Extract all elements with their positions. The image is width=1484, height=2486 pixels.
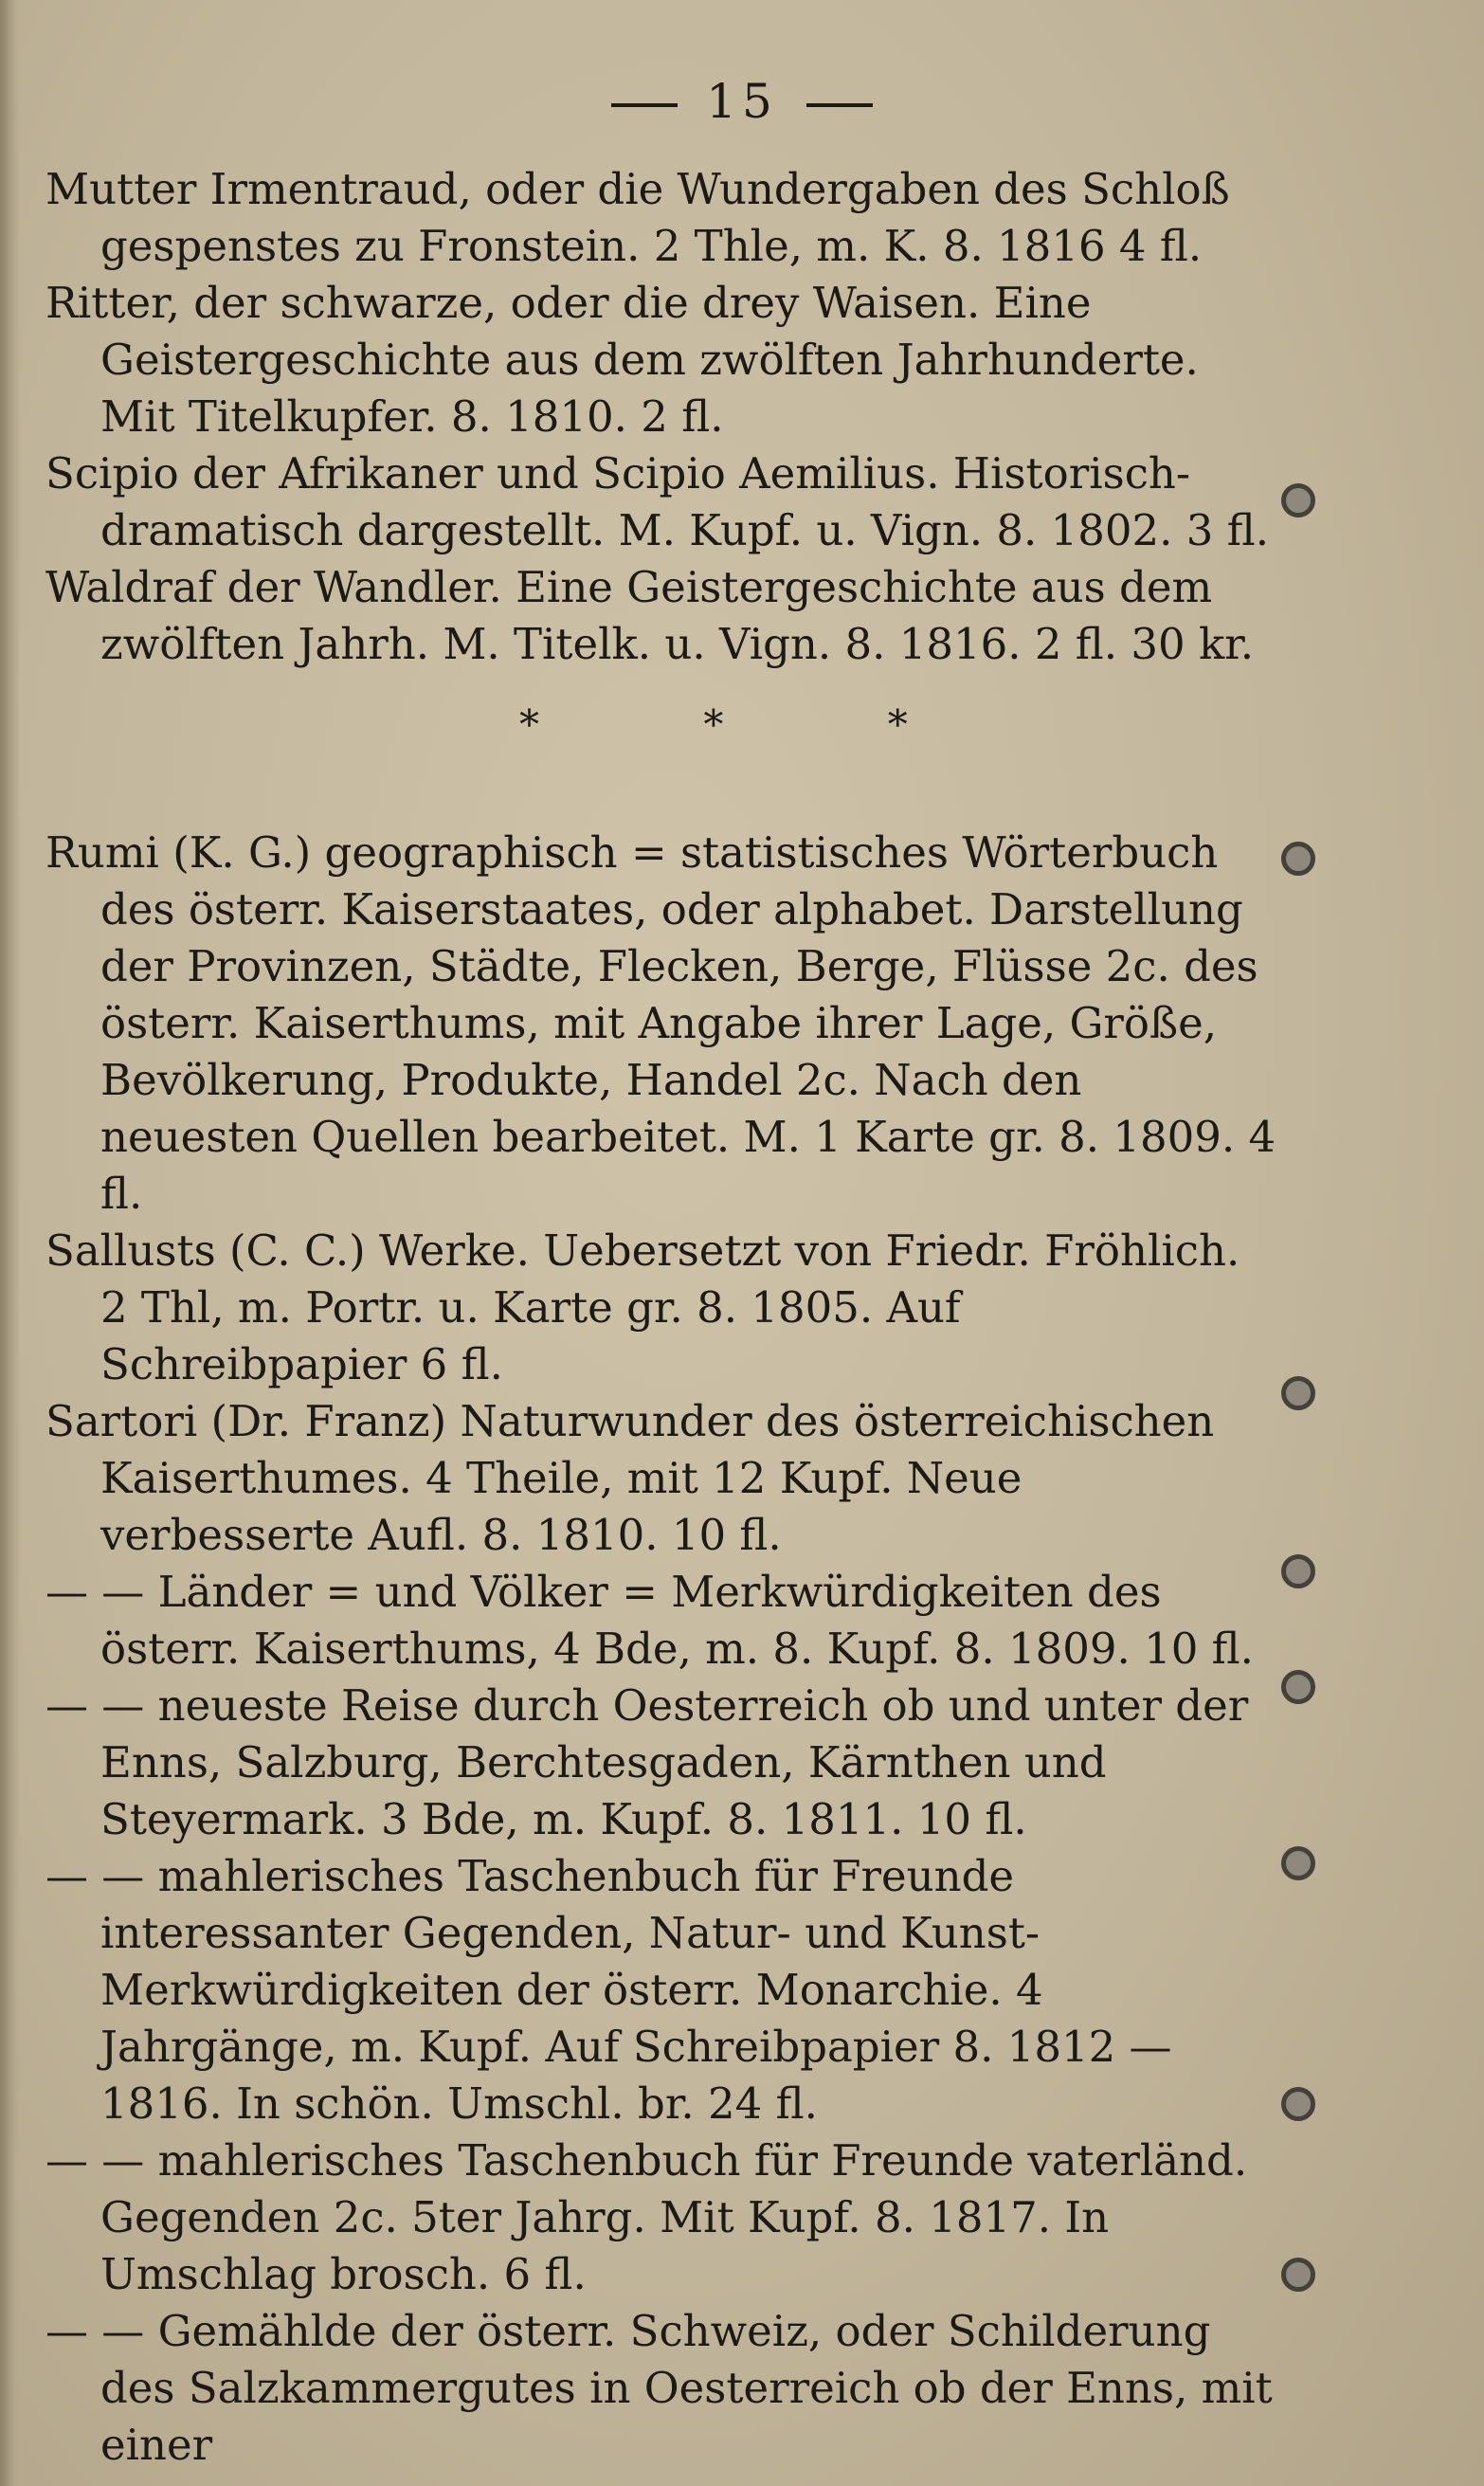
catalog-entry: — — Länder = und Völker = Merkwürdigkeiten des österr. Kaiserthums, 4 Bde, m. 8. Kupf. 8. 1809. 10 fl. <box>45 1567 1254 1674</box>
catalog-list <box>45 161 1277 2474</box>
catalog-entry: Waldraf der Wandler. Eine Geistergeschichte aus dem zwölften Jahrh. M. Titelk. u. Vign. 8. 1816. 2 fl. 30 kr. <box>45 562 1255 669</box>
catalog-entry: — — mahlerisches Taschenbuch für Freunde interessanter Gegenden, Natur- und Kunst-Merkwürdigkeiten der österr. Monarchie. 4 Jahrgänge, m. Kupf. Auf Schreibpapier 8. 1812 — 1816. In schön. Umschl. br. 24 fl. <box>45 1851 1172 2129</box>
catalog-entry: — — neueste Reise durch Oesterreich ob und unter der Enns, Salzburg, Berchtesgaden, Kärnthen und Steyermark. 3 Bde, m. Kupf. 8. 1811. 10 fl. <box>45 1680 1249 1844</box>
section-separator <box>45 673 1277 825</box>
margin-ring-mark <box>1281 2087 1315 2121</box>
margin-ring-mark <box>1281 1846 1315 1880</box>
catalog-entry: — — Gemählde der österr. Schweiz, oder Schilderung des Salzkammergutes in Oesterreich ob der Enns, mit einer <box>45 2306 1273 2470</box>
page-header <box>0 74 1484 129</box>
margin-ring-mark <box>1281 483 1315 517</box>
separator-stars: * * * <box>519 701 984 748</box>
margin-ring-mark <box>1281 1376 1315 1410</box>
margin-ring-mark <box>1281 2258 1315 2292</box>
catalog-entry: Scipio der Afrikaner und Scipio Aemilius. Historisch-dramatisch dargestellt. M. Kupf. u. Vign. 8. 1802. 3 fl. <box>45 448 1270 555</box>
page-number: 15 <box>706 74 778 129</box>
catalog-entry: Rumi (K. G.) geographisch = statistisches Wörterbuch des österr. Kaiserstaates, oder alphabet. Darstellung der Provinzen, Städte, Flecken, Berge, Flüsse 2c. des österr. Kaiserthums, mit Angabe ihrer Lage, Größe, Bevölkerung, Produkte, Handel 2c. Nach den neuesten Quellen bearbeitet. M. 1 Karte gr. 8. 1809. 4 fl. <box>45 827 1276 1219</box>
header-dash-left <box>611 103 678 107</box>
header-dash-right <box>806 103 873 107</box>
catalog-entry: Mutter Irmentraud, oder die Wundergaben des Schloß gespenstes zu Fronstein. 2 Thle, m. K. 8. 1816 4 fl. <box>45 164 1230 271</box>
catalog-entry: — — mahlerisches Taschenbuch für Freunde vaterländ. Gegenden 2c. 5ter Jahrg. Mit Kupf. 8. 1817. In Umschlag brosch. 6 fl. <box>45 2135 1248 2299</box>
catalog-entry: Sartori (Dr. Franz) Naturwunder des österreichischen Kaiserthumes. 4 Theile, mit 12 Kupf. Neue verbesserte Aufl. 8. 1810. 10 fl. <box>45 1396 1215 1560</box>
catalog-entry: Sallusts (C. C.) Werke. Uebersetzt von Friedr. Fröhlich. 2 Thl, m. Portr. u. Karte gr. 8. 1805. Auf Schreibpapier 6 fl. <box>45 1225 1240 1389</box>
margin-ring-mark <box>1281 1670 1315 1704</box>
margin-ring-mark <box>1281 842 1315 876</box>
page-edge <box>0 0 21 2486</box>
catalog-entry: Ritter, der schwarze, oder die drey Waisen. Eine Geistergeschichte aus dem zwölften Jahrhunderte. Mit Titelkupfer. 8. 1810. 2 fl. <box>45 278 1199 442</box>
margin-ring-mark <box>1281 1554 1315 1588</box>
